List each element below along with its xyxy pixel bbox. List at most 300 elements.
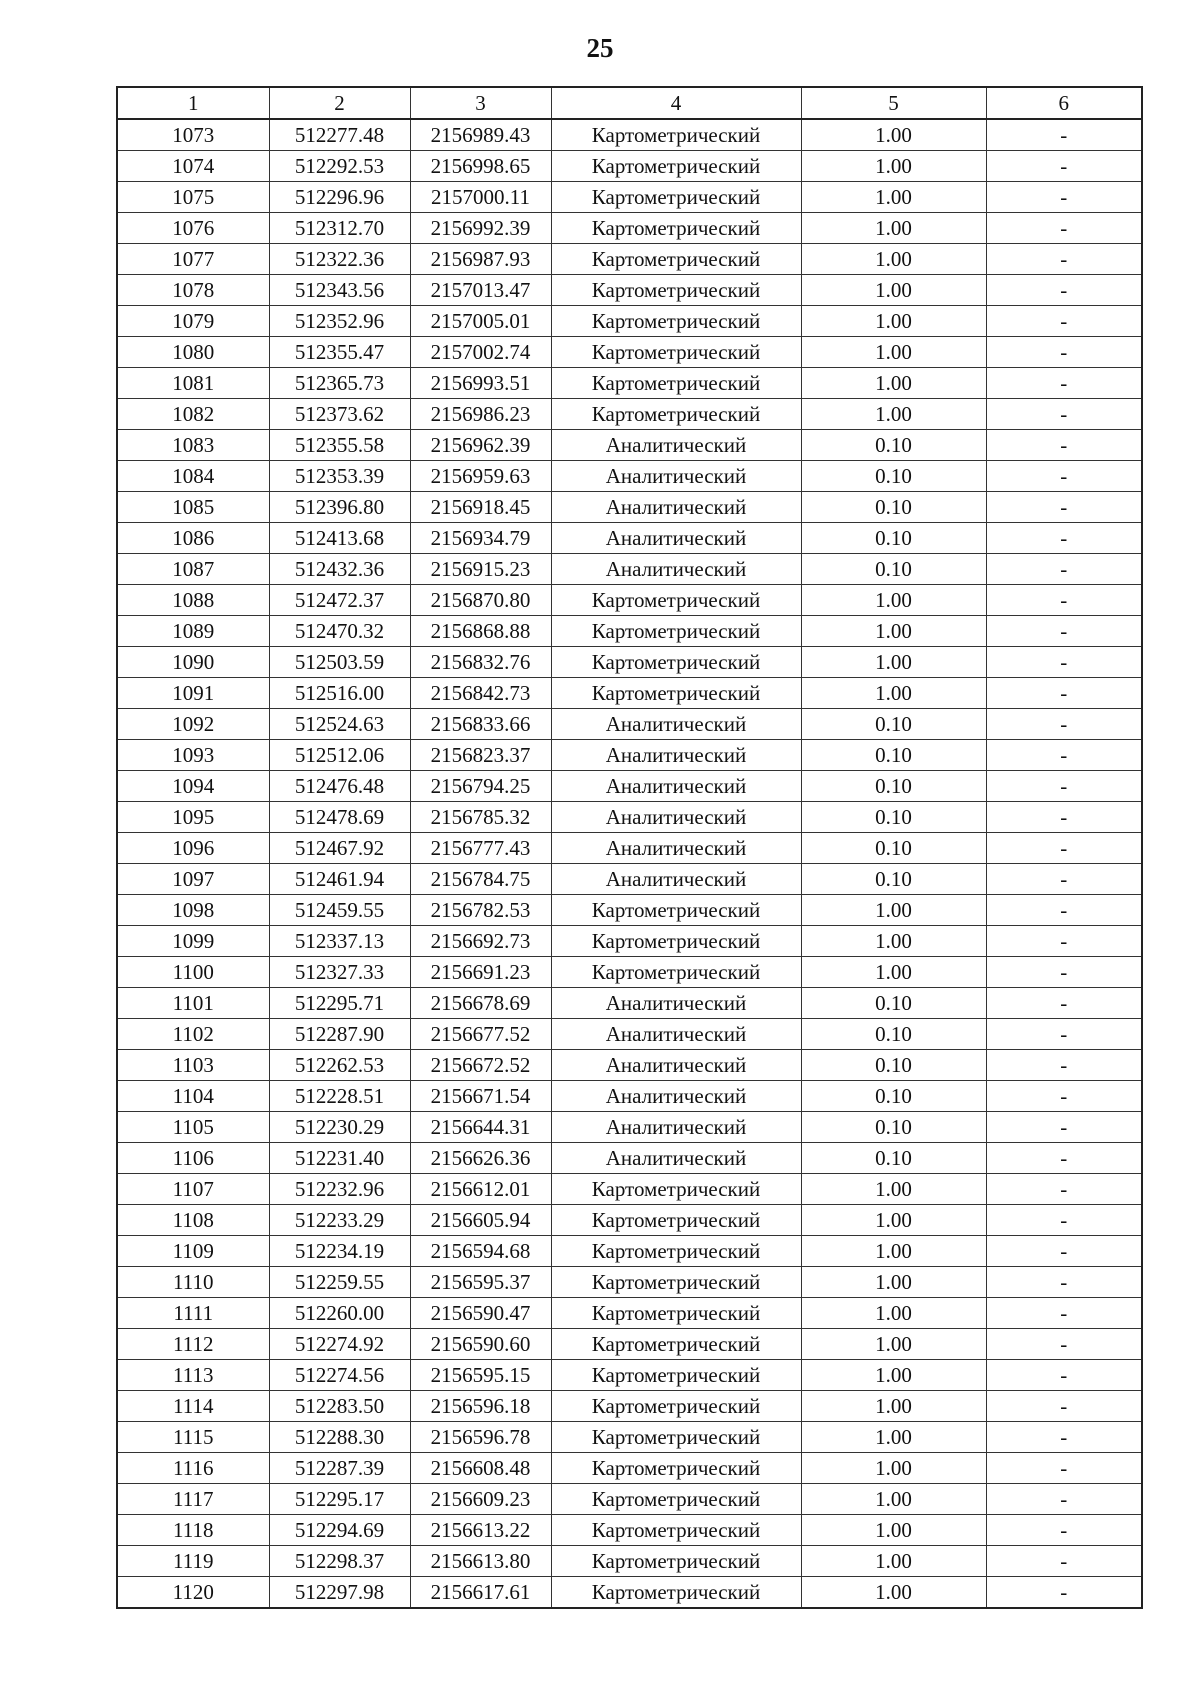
accuracy-cell: 0.10 [801,1050,986,1081]
y-coordinate-cell: 2156678.69 [410,988,551,1019]
method-cell: Картометрический [551,616,801,647]
method-cell: Картометрический [551,895,801,926]
x-coordinate-cell: 512459.55 [269,895,410,926]
table-row [117,1174,1142,1205]
accuracy-cell: 1.00 [801,1391,986,1422]
x-coordinate-cell: 512355.58 [269,430,410,461]
note-cell: - [986,1050,1142,1081]
y-coordinate-cell: 2156918.45 [410,492,551,523]
accuracy-cell: 0.10 [801,461,986,492]
table-row [117,151,1142,182]
note-cell: - [986,895,1142,926]
table-row [117,1484,1142,1515]
accuracy-cell: 1.00 [801,647,986,678]
table-row [117,430,1142,461]
table-row [117,306,1142,337]
point-number-cell: 1111 [117,1298,269,1329]
x-coordinate-cell: 512287.39 [269,1453,410,1484]
point-number-cell: 1091 [117,678,269,709]
method-cell: Картометрический [551,1205,801,1236]
x-coordinate-cell: 512259.55 [269,1267,410,1298]
method-cell: Картометрический [551,306,801,337]
note-cell: - [986,554,1142,585]
point-number-cell: 1083 [117,430,269,461]
x-coordinate-cell: 512470.32 [269,616,410,647]
method-cell: Картометрический [551,368,801,399]
point-number-cell: 1108 [117,1205,269,1236]
point-number-cell: 1095 [117,802,269,833]
accuracy-cell: 0.10 [801,802,986,833]
note-cell: - [986,1267,1142,1298]
point-number-cell: 1079 [117,306,269,337]
point-number-cell: 1119 [117,1546,269,1577]
y-coordinate-cell: 2156626.36 [410,1143,551,1174]
note-cell: - [986,1546,1142,1577]
x-coordinate-cell: 512472.37 [269,585,410,616]
table-row [117,1546,1142,1577]
method-cell: Аналитический [551,554,801,585]
y-coordinate-cell: 2156595.15 [410,1360,551,1391]
note-cell: - [986,213,1142,244]
y-coordinate-cell: 2156962.39 [410,430,551,461]
column-header: 3 [410,87,551,119]
column-header: 4 [551,87,801,119]
y-coordinate-cell: 2156692.73 [410,926,551,957]
point-number-cell: 1075 [117,182,269,213]
table-row [117,833,1142,864]
table-row [117,182,1142,213]
table-row [117,616,1142,647]
table-row [117,461,1142,492]
x-coordinate-cell: 512262.53 [269,1050,410,1081]
x-coordinate-cell: 512516.00 [269,678,410,709]
note-cell: - [986,585,1142,616]
note-cell: - [986,1174,1142,1205]
accuracy-cell: 1.00 [801,182,986,213]
column-header: 5 [801,87,986,119]
note-cell: - [986,616,1142,647]
table-row [117,275,1142,306]
table-row [117,554,1142,585]
x-coordinate-cell: 512312.70 [269,213,410,244]
x-coordinate-cell: 512288.30 [269,1422,410,1453]
note-cell: - [986,1205,1142,1236]
y-coordinate-cell: 2156691.23 [410,957,551,988]
method-cell: Картометрический [551,1236,801,1267]
y-coordinate-cell: 2156989.43 [410,119,551,151]
x-coordinate-cell: 512274.92 [269,1329,410,1360]
table-row [117,895,1142,926]
table-row [117,1112,1142,1143]
accuracy-cell: 0.10 [801,988,986,1019]
note-cell: - [986,1236,1142,1267]
table-row [117,802,1142,833]
table-row [117,647,1142,678]
y-coordinate-cell: 2156832.76 [410,647,551,678]
point-number-cell: 1096 [117,833,269,864]
x-coordinate-cell: 512234.19 [269,1236,410,1267]
table-row [117,1298,1142,1329]
note-cell: - [986,1019,1142,1050]
x-coordinate-cell: 512343.56 [269,275,410,306]
y-coordinate-cell: 2156915.23 [410,554,551,585]
column-header: 1 [117,87,269,119]
accuracy-cell: 0.10 [801,740,986,771]
y-coordinate-cell: 2156998.65 [410,151,551,182]
y-coordinate-cell: 2156595.37 [410,1267,551,1298]
y-coordinate-cell: 2156596.18 [410,1391,551,1422]
method-cell: Аналитический [551,771,801,802]
table-body [117,119,1142,1608]
y-coordinate-cell: 2156590.47 [410,1298,551,1329]
x-coordinate-cell: 512260.00 [269,1298,410,1329]
table-row [117,1081,1142,1112]
accuracy-cell: 1.00 [801,1267,986,1298]
y-coordinate-cell: 2156608.48 [410,1453,551,1484]
method-cell: Картометрический [551,1515,801,1546]
point-number-cell: 1080 [117,337,269,368]
point-number-cell: 1110 [117,1267,269,1298]
x-coordinate-cell: 512512.06 [269,740,410,771]
point-number-cell: 1120 [117,1577,269,1609]
y-coordinate-cell: 2156959.63 [410,461,551,492]
y-coordinate-cell: 2156993.51 [410,368,551,399]
table-row [117,678,1142,709]
y-coordinate-cell: 2156992.39 [410,213,551,244]
accuracy-cell: 1.00 [801,368,986,399]
table-row [117,771,1142,802]
note-cell: - [986,1112,1142,1143]
method-cell: Картометрический [551,957,801,988]
table-row [117,864,1142,895]
x-coordinate-cell: 512476.48 [269,771,410,802]
method-cell: Картометрический [551,1484,801,1515]
method-cell: Аналитический [551,740,801,771]
y-coordinate-cell: 2156671.54 [410,1081,551,1112]
x-coordinate-cell: 512503.59 [269,647,410,678]
accuracy-cell: 1.00 [801,1174,986,1205]
table-row [117,119,1142,151]
point-number-cell: 1092 [117,709,269,740]
table-row [117,1236,1142,1267]
x-coordinate-cell: 512524.63 [269,709,410,740]
note-cell: - [986,771,1142,802]
method-cell: Аналитический [551,430,801,461]
method-cell: Картометрический [551,119,801,151]
y-coordinate-cell: 2156987.93 [410,244,551,275]
note-cell: - [986,1298,1142,1329]
x-coordinate-cell: 512373.62 [269,399,410,430]
method-cell: Аналитический [551,1112,801,1143]
y-coordinate-cell: 2157013.47 [410,275,551,306]
y-coordinate-cell: 2156609.23 [410,1484,551,1515]
accuracy-cell: 1.00 [801,926,986,957]
x-coordinate-cell: 512295.17 [269,1484,410,1515]
table-row [117,523,1142,554]
y-coordinate-cell: 2156784.75 [410,864,551,895]
note-cell: - [986,399,1142,430]
point-number-cell: 1112 [117,1329,269,1360]
note-cell: - [986,275,1142,306]
note-cell: - [986,833,1142,864]
coordinates-table [116,86,1143,1609]
y-coordinate-cell: 2157000.11 [410,182,551,213]
point-number-cell: 1114 [117,1391,269,1422]
table-row [117,988,1142,1019]
x-coordinate-cell: 512232.96 [269,1174,410,1205]
method-cell: Картометрический [551,1577,801,1609]
table-row [117,957,1142,988]
accuracy-cell: 1.00 [801,1422,986,1453]
method-cell: Аналитический [551,988,801,1019]
y-coordinate-cell: 2156842.73 [410,678,551,709]
accuracy-cell: 1.00 [801,1360,986,1391]
point-number-cell: 1098 [117,895,269,926]
accuracy-cell: 1.00 [801,1577,986,1609]
method-cell: Картометрический [551,1422,801,1453]
table-row [117,709,1142,740]
point-number-cell: 1084 [117,461,269,492]
method-cell: Аналитический [551,1050,801,1081]
x-coordinate-cell: 512353.39 [269,461,410,492]
point-number-cell: 1085 [117,492,269,523]
method-cell: Аналитический [551,1081,801,1112]
method-cell: Картометрический [551,182,801,213]
accuracy-cell: 0.10 [801,492,986,523]
table-row [117,492,1142,523]
method-cell: Картометрический [551,151,801,182]
table-row [117,337,1142,368]
accuracy-cell: 1.00 [801,275,986,306]
point-number-cell: 1093 [117,740,269,771]
y-coordinate-cell: 2156777.43 [410,833,551,864]
note-cell: - [986,1143,1142,1174]
note-cell: - [986,740,1142,771]
method-cell: Картометрический [551,585,801,616]
note-cell: - [986,523,1142,554]
table-row [117,1391,1142,1422]
y-coordinate-cell: 2156594.68 [410,1236,551,1267]
point-number-cell: 1081 [117,368,269,399]
note-cell: - [986,492,1142,523]
note-cell: - [986,864,1142,895]
point-number-cell: 1094 [117,771,269,802]
accuracy-cell: 1.00 [801,1546,986,1577]
method-cell: Картометрический [551,678,801,709]
note-cell: - [986,988,1142,1019]
method-cell: Аналитический [551,1019,801,1050]
point-number-cell: 1082 [117,399,269,430]
table-row [117,1577,1142,1609]
y-coordinate-cell: 2156868.88 [410,616,551,647]
x-coordinate-cell: 512352.96 [269,306,410,337]
method-cell: Картометрический [551,1174,801,1205]
accuracy-cell: 1.00 [801,119,986,151]
y-coordinate-cell: 2156823.37 [410,740,551,771]
x-coordinate-cell: 512461.94 [269,864,410,895]
note-cell: - [986,1422,1142,1453]
method-cell: Картометрический [551,337,801,368]
y-coordinate-cell: 2156617.61 [410,1577,551,1609]
x-coordinate-cell: 512231.40 [269,1143,410,1174]
point-number-cell: 1078 [117,275,269,306]
accuracy-cell: 1.00 [801,585,986,616]
table-row [117,585,1142,616]
point-number-cell: 1104 [117,1081,269,1112]
table-row [117,1329,1142,1360]
y-coordinate-cell: 2156613.80 [410,1546,551,1577]
point-number-cell: 1077 [117,244,269,275]
x-coordinate-cell: 512283.50 [269,1391,410,1422]
x-coordinate-cell: 512432.36 [269,554,410,585]
y-coordinate-cell: 2156672.52 [410,1050,551,1081]
y-coordinate-cell: 2156605.94 [410,1205,551,1236]
point-number-cell: 1109 [117,1236,269,1267]
y-coordinate-cell: 2156612.01 [410,1174,551,1205]
table-row [117,1205,1142,1236]
point-number-cell: 1097 [117,864,269,895]
x-coordinate-cell: 512396.80 [269,492,410,523]
method-cell: Картометрический [551,244,801,275]
note-cell: - [986,1329,1142,1360]
column-header: 6 [986,87,1142,119]
table-row [117,213,1142,244]
y-coordinate-cell: 2157005.01 [410,306,551,337]
accuracy-cell: 0.10 [801,864,986,895]
y-coordinate-cell: 2156986.23 [410,399,551,430]
method-cell: Картометрический [551,647,801,678]
point-number-cell: 1101 [117,988,269,1019]
x-coordinate-cell: 512413.68 [269,523,410,554]
y-coordinate-cell: 2156785.32 [410,802,551,833]
accuracy-cell: 1.00 [801,244,986,275]
y-coordinate-cell: 2156590.60 [410,1329,551,1360]
table-row [117,1360,1142,1391]
point-number-cell: 1074 [117,151,269,182]
point-number-cell: 1117 [117,1484,269,1515]
point-number-cell: 1115 [117,1422,269,1453]
point-number-cell: 1118 [117,1515,269,1546]
note-cell: - [986,461,1142,492]
accuracy-cell: 0.10 [801,1112,986,1143]
x-coordinate-cell: 512294.69 [269,1515,410,1546]
accuracy-cell: 1.00 [801,1298,986,1329]
point-number-cell: 1107 [117,1174,269,1205]
x-coordinate-cell: 512295.71 [269,988,410,1019]
table-row [117,368,1142,399]
note-cell: - [986,678,1142,709]
accuracy-cell: 0.10 [801,554,986,585]
y-coordinate-cell: 2156833.66 [410,709,551,740]
accuracy-cell: 0.10 [801,1143,986,1174]
page-number: 25 [586,33,614,63]
method-cell: Картометрический [551,213,801,244]
method-cell: Аналитический [551,523,801,554]
x-coordinate-cell: 512230.29 [269,1112,410,1143]
x-coordinate-cell: 512327.33 [269,957,410,988]
note-cell: - [986,1081,1142,1112]
note-cell: - [986,182,1142,213]
note-cell: - [986,430,1142,461]
accuracy-cell: 1.00 [801,616,986,647]
note-cell: - [986,1391,1142,1422]
accuracy-cell: 1.00 [801,1484,986,1515]
accuracy-cell: 1.00 [801,213,986,244]
method-cell: Картометрический [551,926,801,957]
accuracy-cell: 1.00 [801,678,986,709]
accuracy-cell: 1.00 [801,957,986,988]
point-number-cell: 1090 [117,647,269,678]
accuracy-cell: 0.10 [801,523,986,554]
note-cell: - [986,306,1142,337]
method-cell: Аналитический [551,833,801,864]
method-cell: Картометрический [551,1360,801,1391]
y-coordinate-cell: 2156870.80 [410,585,551,616]
accuracy-cell: 0.10 [801,1019,986,1050]
y-coordinate-cell: 2156644.31 [410,1112,551,1143]
point-number-cell: 1106 [117,1143,269,1174]
table-row [117,399,1142,430]
method-cell: Аналитический [551,492,801,523]
y-coordinate-cell: 2156782.53 [410,895,551,926]
method-cell: Аналитический [551,864,801,895]
note-cell: - [986,368,1142,399]
point-number-cell: 1089 [117,616,269,647]
y-coordinate-cell: 2156613.22 [410,1515,551,1546]
note-cell: - [986,957,1142,988]
table-row [117,926,1142,957]
method-cell: Картометрический [551,1298,801,1329]
table-row [117,1143,1142,1174]
note-cell: - [986,1484,1142,1515]
x-coordinate-cell: 512478.69 [269,802,410,833]
table-row [117,1050,1142,1081]
accuracy-cell: 1.00 [801,1453,986,1484]
point-number-cell: 1116 [117,1453,269,1484]
x-coordinate-cell: 512296.96 [269,182,410,213]
column-header: 2 [269,87,410,119]
x-coordinate-cell: 512467.92 [269,833,410,864]
accuracy-cell: 0.10 [801,430,986,461]
table-row [117,1453,1142,1484]
x-coordinate-cell: 512365.73 [269,368,410,399]
method-cell: Картометрический [551,399,801,430]
table-header [117,87,1142,119]
accuracy-cell: 0.10 [801,709,986,740]
x-coordinate-cell: 512337.13 [269,926,410,957]
method-cell: Аналитический [551,802,801,833]
x-coordinate-cell: 512297.98 [269,1577,410,1609]
method-cell: Аналитический [551,461,801,492]
point-number-cell: 1088 [117,585,269,616]
note-cell: - [986,647,1142,678]
accuracy-cell: 1.00 [801,337,986,368]
x-coordinate-cell: 512292.53 [269,151,410,182]
x-coordinate-cell: 512287.90 [269,1019,410,1050]
method-cell: Картометрический [551,1546,801,1577]
table-row [117,1515,1142,1546]
point-number-cell: 1100 [117,957,269,988]
note-cell: - [986,244,1142,275]
method-cell: Картометрический [551,275,801,306]
point-number-cell: 1073 [117,119,269,151]
y-coordinate-cell: 2156677.52 [410,1019,551,1050]
x-coordinate-cell: 512233.29 [269,1205,410,1236]
accuracy-cell: 0.10 [801,833,986,864]
note-cell: - [986,1360,1142,1391]
table-row [117,740,1142,771]
header-row [117,87,1142,119]
